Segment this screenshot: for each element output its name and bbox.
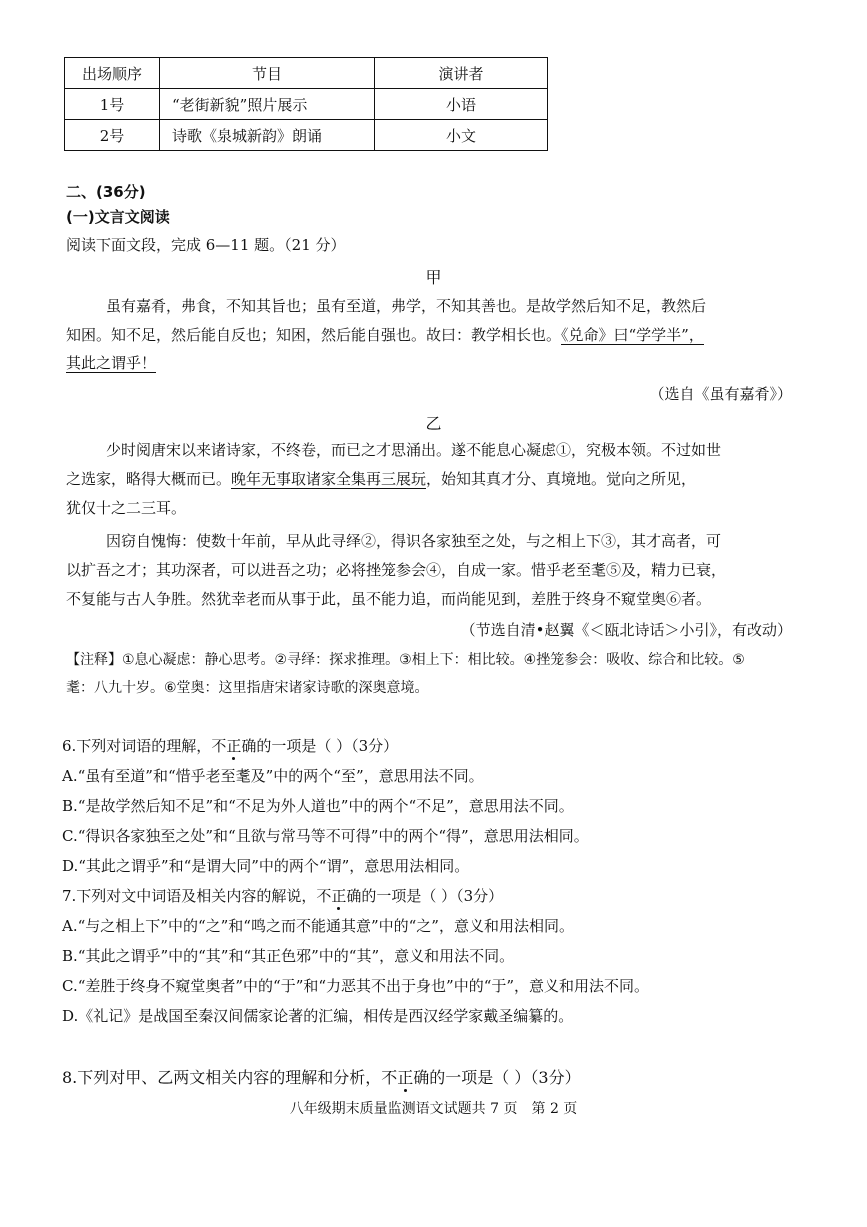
table-cell: 小语 (375, 89, 548, 120)
question-6-stem: 6.下列对词语的理解，不正确的一项是（ ）（3分） (62, 737, 399, 755)
notes-line-2: 耄：八九十岁。⑥堂奥：这里指唐宋诸家诗歌的深奥意境。 (66, 680, 429, 696)
yi-line-3: 犹仅十之二三耳。 (66, 499, 187, 517)
yi-line-2: 之选家，略得大概而已。晚年无事取诸家全集再三展玩，始知其真才分、真境地。觉向之所见， (66, 470, 697, 488)
table-cell: 小文 (375, 120, 548, 151)
yi-source: （节选自清•赵翼《＜瓯北诗话＞小引》，有改动） (460, 621, 792, 639)
yi-line-5: 以扩吾之才；其功深者，可以进吾之功；必将挫笼参会④，自成一家。惜乎老至耄⑤及，精力已衰， (66, 561, 727, 579)
table-header: 演讲者 (375, 58, 548, 89)
question-6-option-d: D.“其此之谓乎”和“是谓大同”中的两个“谓”，意思用法相同。 (62, 857, 470, 875)
notes-line-1: 【注释】①息心凝虑：静心思考。②寻绎：探求推理。③相上下：相比较。④挫笼参会：吸收、综合和比较。⑤ (66, 652, 745, 668)
question-7-option-a: A.“与之相上下”中的“之”和“鸣之而不能通其意”中的“之”，意义和用法相同。 (62, 917, 574, 935)
passage-yi-title: 乙 (425, 414, 442, 433)
table-header: 节目 (160, 58, 375, 89)
jia-line-2: 知困。知不足，然后能自反也；知困，然后能自强也。故曰：教学相长也。《兑命》曰“学学半”， (66, 326, 704, 344)
underlined-sentence: 其此之谓乎！ (66, 354, 157, 372)
jia-line-1: 虽有嘉肴，弗食，不知其旨也；虽有至道，弗学，不知其善也。是故学然后知不足，教然后 (106, 297, 707, 315)
question-7-option-c: C.“差胜于终身不窥堂奥者”中的“于”和“力恶其不出于身也”中的“于”，意义和用法不同。 (62, 977, 650, 995)
jia-line-3 (66, 353, 156, 373)
underlined-sentence: 晚年无事取诸家全集再三展玩 (231, 470, 427, 488)
table-row (65, 89, 548, 120)
question-6-option-b: B.“是故学然后知不足”和“不足为外人道也”中的两个“不足”，意思用法不同。 (62, 797, 574, 815)
emphasis-dotted: 不正确 (316, 887, 362, 905)
question-7-option-b: B.“其此之谓乎”中的“其”和“其正色邪”中的“其”，意义和用法不同。 (62, 947, 515, 965)
table-cell: “老街新貌”照片展示 (160, 89, 375, 120)
yi-line-4: 因窃自愧悔：使数十年前，早从此寻绎②，得识各家独至之处，与之相上下③，其才高者，可 (106, 532, 722, 550)
table-cell: 1号 (65, 89, 160, 120)
jia-source: （选自《虽有嘉肴》） (649, 385, 792, 403)
underlined-sentence: 《兑命》曰“学学半”， (561, 326, 704, 344)
table-header: 出场顺序 (65, 58, 160, 89)
question-7-stem: 7.下列对文中词语及相关内容的解说，不正确的一项是（ ）（3分） (62, 887, 504, 905)
table-row (65, 120, 548, 151)
question-6-option-c: C.“得识各家独至之处”和“且欲与常马等不可得”中的两个“得”，意思用法相同。 (62, 827, 589, 845)
section-heading: 二、(36分) (66, 183, 146, 201)
table-header-row (65, 58, 548, 89)
program-table (64, 57, 548, 151)
passage-jia-title: 甲 (425, 268, 442, 287)
table-cell: 诗歌《泉城新韵》朗诵 (160, 120, 375, 151)
emphasis-dotted: 不正确 (211, 737, 257, 755)
yi-line-6: 不复能与古人争胜。然犹幸老而从事于此，虽不能力追，而尚能见到，差胜于终身不窥堂奥⑥者。 (66, 590, 712, 608)
emphasis-dotted: 不正确 (381, 1068, 430, 1087)
question-6-option-a: A.“虽有至道”和“惜乎老至耄及”中的两个“至”，意思用法不同。 (62, 767, 484, 785)
page-footer: 八年级期末质量监测语文试题共 7 页 第 2 页 (289, 1101, 578, 1117)
yi-line-1: 少时阅唐宋以来诸诗家，不终卷，而已之才思涌出。遂不能息心凝虑①，究极本领。不过如世 (106, 441, 722, 459)
table-cell: 2号 (65, 120, 160, 151)
instruction: 阅读下面文段，完成 6—11 题。（21 分） (66, 236, 346, 254)
question-7-option-d: D.《礼记》是战国至秦汉间儒家论著的汇编，相传是西汉经学家戴圣编纂的。 (62, 1007, 574, 1025)
question-8-stem: 8.下列对甲、乙两文相关内容的理解和分析，不正确的一项是（ ）（3分） (62, 1068, 581, 1087)
section-subheading: (一)文言文阅读 (66, 208, 170, 226)
